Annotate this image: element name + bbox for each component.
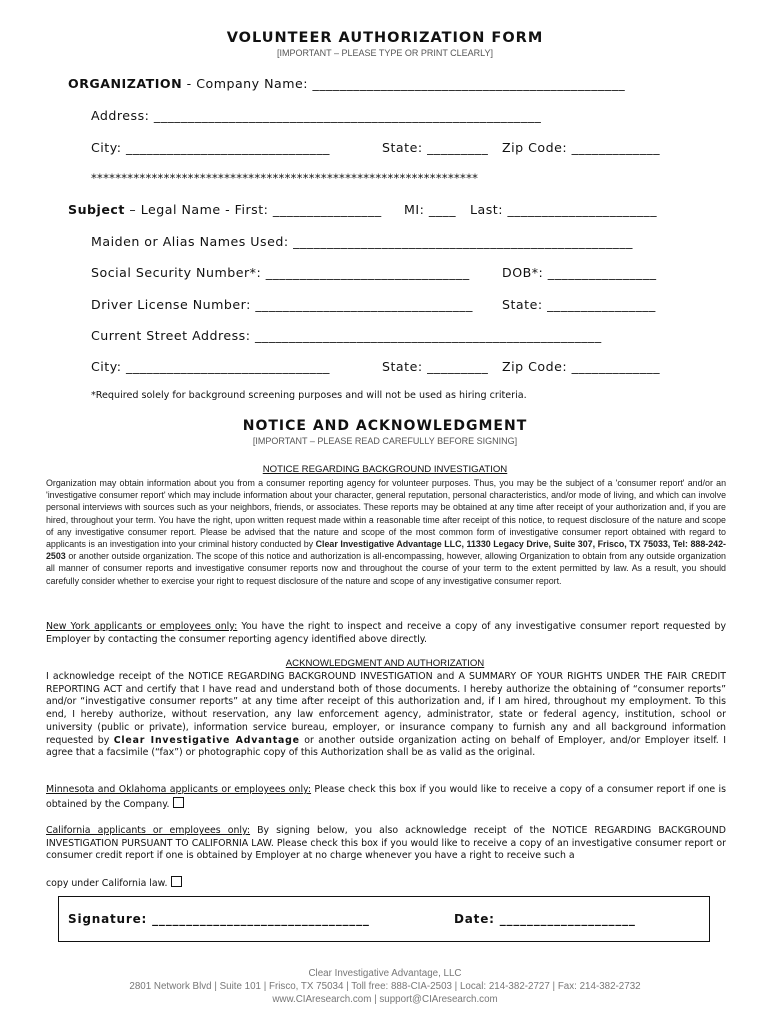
first-name-field[interactable]: ________________ — [272, 202, 382, 217]
form-title: VOLUNTEER AUTHORIZATION FORM — [226, 30, 544, 46]
date-label: Date: — [454, 912, 495, 926]
subject-city-row — [91, 359, 330, 374]
org-zip-row — [502, 140, 660, 155]
org-address-row — [91, 108, 541, 123]
organization-label: ORGANIZATION — [68, 76, 183, 91]
dob-field[interactable]: ________________ — [547, 265, 657, 280]
date-field[interactable]: ____________________ — [499, 912, 636, 926]
ca-text: By signing below, you also acknowledge receipt of the NOTICE REGARDING BACKGROUND INVESTIGATION PURSUANT TO CALIFORNIA LAW. Please check this box if you would like to receive a copy of an investigative consumer report or consumer credit report if one is obtained by Employer at no charge whenever you have a right to receive such a — [46, 825, 726, 862]
ack-body-text-1: I acknowledge receipt of the NOTICE REGARDING BACKGROUND INVESTIGATION and A SUMMARY OF YOUR RIGHTS UNDER THE FAIR CREDIT REPORTING ACT and certify that I have read and understand both of those documents. I hereby authorize the obtaining of “consumer reports” and/or “investigative consumer reports” at any time after receipt of this authorization and, if I am hired, throughout my employment. To this end, I hereby authorize, without reservation, any law enforcement agency, administrator, state or federal agency, institution, school or university (public or private), information service bureau, employer, or insurance company to furnish any and all background information requested by — [46, 671, 726, 746]
subject-state-field[interactable]: _________ — [427, 359, 489, 374]
ny-label: New York applicants or employees only: — [46, 621, 238, 632]
ack-body — [46, 671, 726, 760]
street-label: Current Street Address: — [91, 328, 255, 343]
maiden-row — [91, 234, 633, 249]
mn-ok-notice — [46, 784, 726, 811]
subject-city-label: City: — [91, 359, 127, 374]
mi-row — [404, 202, 456, 217]
org-address-label: Address: — [91, 108, 154, 123]
cia-name-text: Clear Investigative Advantage — [113, 734, 300, 746]
ssn-field[interactable]: ______________________________ — [265, 265, 470, 280]
org-city-label: City: — [91, 140, 127, 155]
ssn-label: Social Security Number*: — [91, 265, 266, 280]
mn-ok-text: Please check this box if you would like to receive a copy of a consumer report if one is obtained by the Company. — [46, 784, 726, 810]
company-name-label: - Company Name: — [182, 76, 313, 91]
footer-company: Clear Investigative Advantage, LLC — [308, 968, 462, 979]
required-note: *Required solely for background screening purposes and will not be used as hiring criteria. — [91, 390, 527, 401]
ack-body-text-2: or another outside organization acting on behalf of Employer, and/or Employer itself. I agree that a facsimile (“fax”) or photographic copy of this Authorization shall be as valid as the original. — [46, 734, 726, 759]
signature-label: Signature: — [68, 912, 148, 926]
dob-row — [502, 265, 657, 280]
org-state-field[interactable]: _________ — [427, 140, 489, 155]
cia-contact-text: Clear Investigative Advantage LLC, 11330 Legacy Drive, Suite 307, Frisco, TX 75033, Tel: 888-242-2503 — [46, 539, 727, 562]
subject-zip-row — [502, 359, 660, 374]
mi-field[interactable]: ____ — [428, 202, 457, 217]
organization-row — [68, 76, 625, 91]
ca-label: California applicants or employees only: — [46, 825, 251, 836]
dl-state-field[interactable]: ________________ — [547, 297, 656, 312]
ny-text: You have the right to inspect and receive a copy of any investigative consumer report requested by Employer by contacting the consumer reporting agency identified above directly. — [46, 621, 726, 645]
org-address-field[interactable]: _________________________________________________________ — [153, 108, 542, 123]
mi-label: MI: — [404, 202, 429, 217]
org-city-row — [91, 140, 330, 155]
separator-line: **************************************************************** — [91, 171, 479, 185]
ca-checkbox[interactable] — [171, 876, 182, 887]
ca-notice — [46, 825, 726, 863]
footer-address: 2801 Network Blvd | Suite 101 | Frisco, TX 75034 | Toll free: 888-CIA-2503 | Local: 214-382-2727 | Fax: 214-382-2732 — [129, 981, 641, 992]
notice-body — [46, 477, 726, 587]
subject-state-label: State: — [382, 359, 428, 374]
dl-state-label: State: — [502, 297, 548, 312]
ca-copy-text: copy under California law. — [46, 878, 168, 889]
ssn-row — [91, 265, 470, 280]
notice-body-text-1: Organization may obtain information about you from a consumer reporting agency for volunteer purposes. Thus, you may be the subject of a 'consumer report' and/or an 'investigative consumer report' which may include information about your character, general reputation, personal characteristics, and/or mode of living, and which can involve personal interviews with sources such as your neighbors, friends, or associates. These reports may be obtained at any time after receipt of your authorization and, if you are hired, throughout your term. You have the right, upon written request made within a reasonable time after receipt of this notice, to request disclosure of the nature and scope of any investigative consumer report. Please be advised that the nature and scope of the most common form of investigative consumer report obtained with regard to applicants is an investigation into your criminal history conducted by — [46, 478, 726, 550]
dob-label: DOB*: — [502, 265, 548, 280]
signature-field[interactable]: ________________________________ — [152, 912, 370, 926]
maiden-field[interactable]: __________________________________________________ — [293, 234, 633, 249]
legal-first-label: – Legal Name - First: — [124, 202, 273, 217]
street-field[interactable]: ___________________________________________________ — [254, 328, 602, 343]
form-subtitle: [IMPORTANT – PLEASE TYPE OR PRINT CLEARLY] — [276, 48, 494, 58]
org-state-label: State: — [382, 140, 428, 155]
ca-copy-row — [46, 876, 182, 889]
subject-name-row — [68, 202, 382, 217]
last-name-row — [470, 202, 657, 217]
last-name-field[interactable]: ______________________ — [507, 202, 658, 217]
notice-body-text-2: or another outside organization. The scope of this notice and authorization is all-encompassing, however, allowing Organization to obtain from any outside organization all manner of consumer reports and investigative consumer reports now and throughout the course of your term to the extent permitted by law. As a result, you should carefully consider whether to exercise your right to request disclosure of the nature and scope of any investigative consumer report. — [46, 551, 726, 586]
org-city-field[interactable]: ______________________________ — [126, 140, 330, 155]
mn-ok-label: Minnesota and Oklahoma applicants or employees only: — [46, 784, 312, 795]
dl-label: Driver License Number: — [91, 297, 256, 312]
subject-city-field[interactable]: ______________________________ — [126, 359, 330, 374]
footer-web-email: www.CIAresearch.com | support@CIAresearch.com — [272, 994, 498, 1005]
org-state-row — [382, 140, 488, 155]
subject-label: Subject — [68, 202, 125, 217]
ny-notice — [46, 621, 726, 646]
dl-row — [91, 297, 473, 312]
street-row — [91, 328, 602, 343]
dl-state-row — [502, 297, 656, 312]
mn-ok-checkbox[interactable] — [173, 797, 184, 808]
ack-heading: ACKNOWLEDGMENT AND AUTHORIZATION — [285, 658, 485, 669]
maiden-label: Maiden or Alias Names Used: — [91, 234, 294, 249]
subject-zip-field[interactable]: _____________ — [571, 359, 660, 374]
dl-field[interactable]: ________________________________ — [255, 297, 473, 312]
signature-row — [68, 912, 370, 926]
notice-title: NOTICE AND ACKNOWLEDGMENT — [242, 418, 528, 434]
last-name-label: Last: — [470, 202, 508, 217]
org-zip-field[interactable]: _____________ — [571, 140, 660, 155]
company-name-field[interactable]: ______________________________________________ — [312, 76, 626, 91]
subject-state-row — [382, 359, 488, 374]
subject-zip-label: Zip Code: — [502, 359, 572, 374]
org-zip-label: Zip Code: — [502, 140, 572, 155]
notice-heading: NOTICE REGARDING BACKGROUND INVESTIGATION — [262, 464, 508, 475]
date-row — [454, 912, 636, 926]
notice-subtitle: [IMPORTANT – PLEASE READ CAREFULLY BEFORE SIGNING] — [252, 436, 518, 446]
